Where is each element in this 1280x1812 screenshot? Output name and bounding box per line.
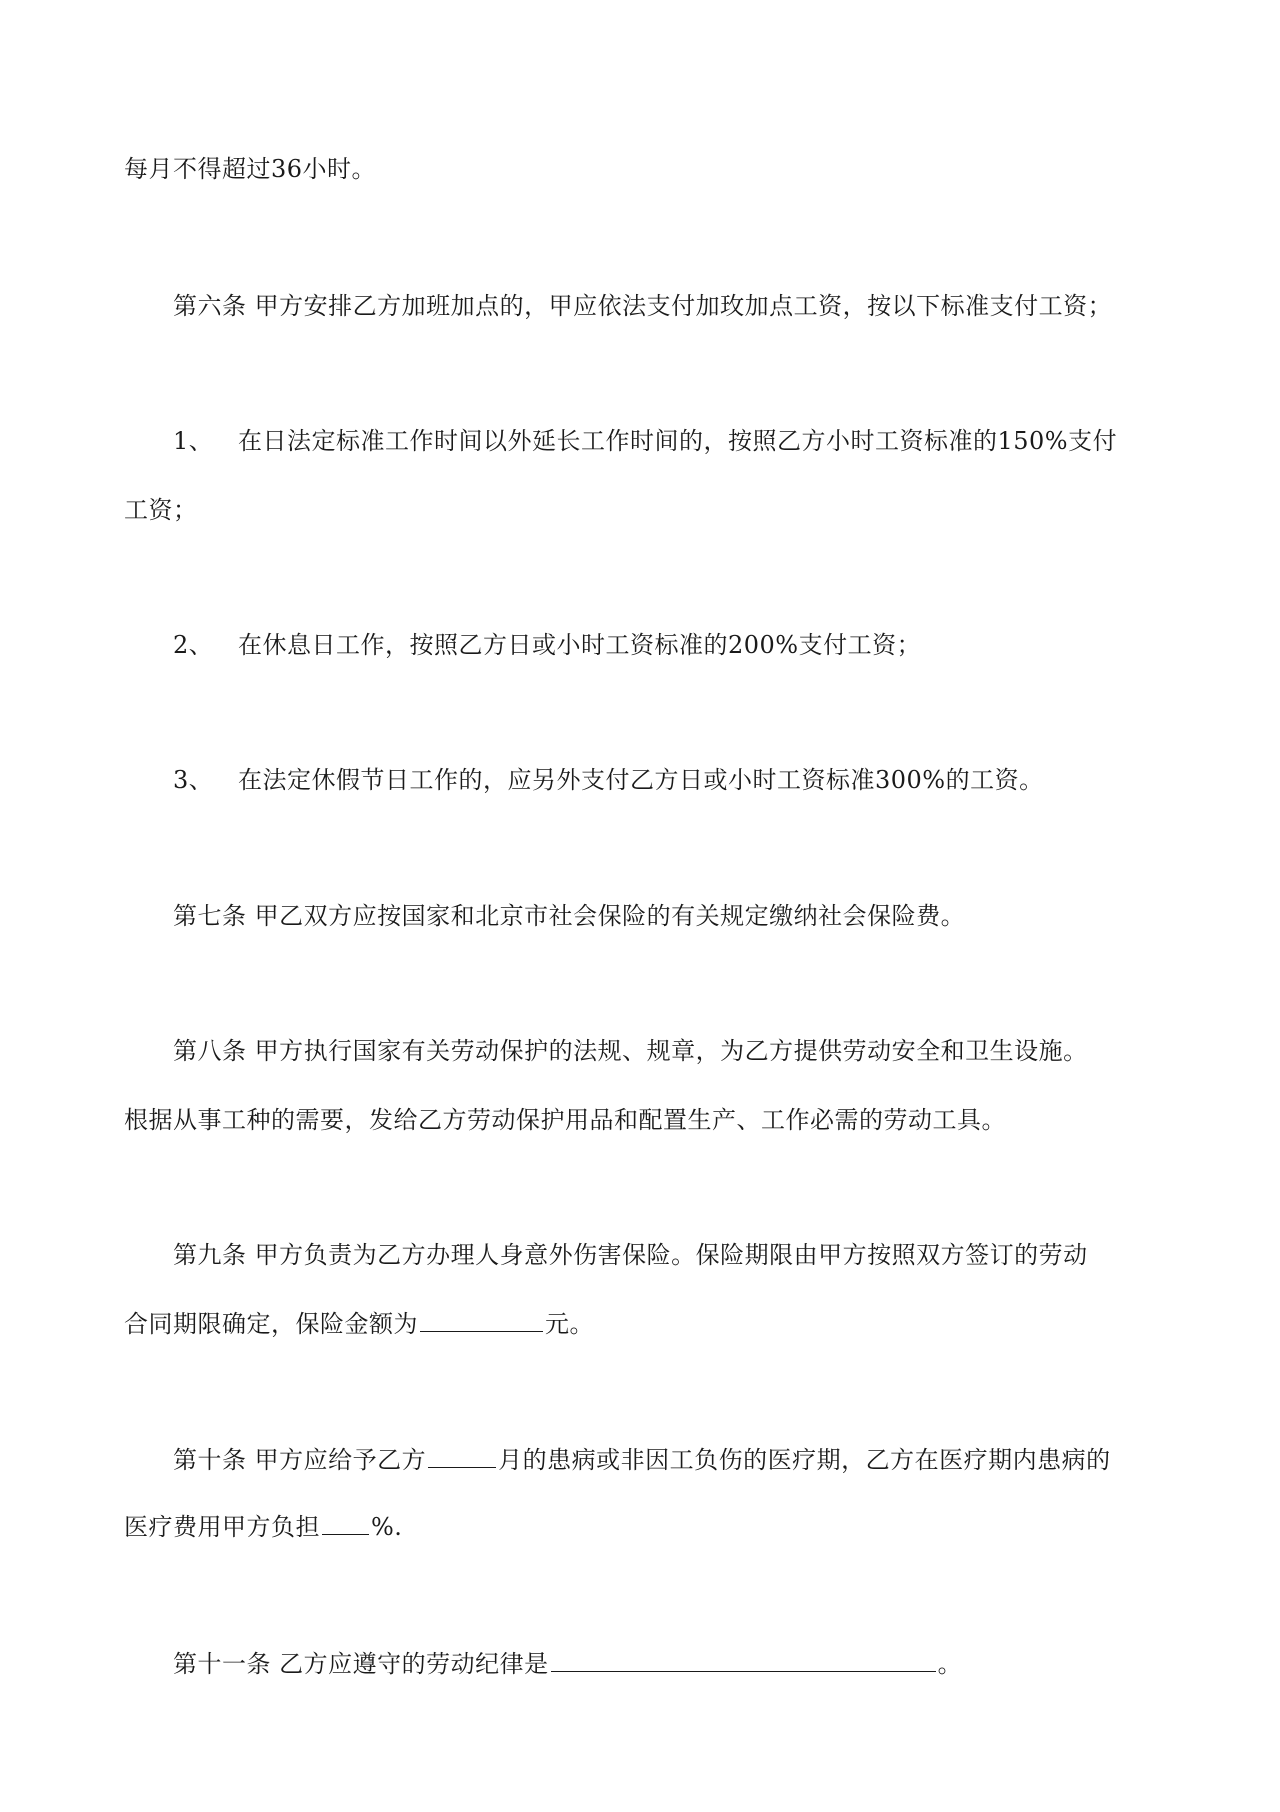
text-segment: %. [371, 1513, 403, 1541]
text-segment: 医疗费用甲方负担 [124, 1513, 320, 1541]
text-segment: 。 [937, 1650, 963, 1678]
item-text: 在法定休假节日工作的，应另外支付乙方日或小时工资标准300%的工资。 [238, 766, 1044, 794]
item-text: 在休息日工作，按照乙方日或小时工资标准的200%支付工资； [238, 631, 922, 659]
article-9-continuation [124, 1307, 594, 1340]
article-8-line: 第八条 甲方执行国家有关劳动保护的法规、规章，为乙方提供劳动安全和卫生设施。 [173, 1037, 1088, 1065]
item-number: 2、 [173, 631, 214, 659]
text-segment: 第十条 甲方应给予乙方 [173, 1446, 427, 1474]
article-6-line: 第六条 甲方安排乙方加班加点的，甲应依法支付加玫加点工资，按以下标准支付工资； [173, 292, 1113, 320]
text-segment: 月的患病或非因工负伤的医疗期，乙方在医疗期内患病的 [498, 1446, 1111, 1474]
labor-discipline-blank[interactable] [551, 1647, 936, 1672]
item-number: 3、 [173, 766, 214, 794]
text-segment: 合同期限确定，保险金额为 [124, 1310, 418, 1338]
insurance-amount-blank[interactable] [420, 1307, 543, 1332]
article-8-continuation: 根据从事工种的需要，发给乙方劳动保护用品和配置生产、工作必需的劳动工具。 [124, 1106, 1006, 1134]
medical-cost-percent-blank[interactable] [322, 1510, 369, 1535]
item-1-line [173, 425, 1117, 457]
article-11-line [173, 1647, 962, 1680]
article-10-line [173, 1443, 1111, 1476]
paragraph-line: 每月不得超过36小时。 [124, 155, 377, 183]
article-7-line: 第七条 甲乙双方应按国家和北京市社会保险的有关规定缴纳社会保险费。 [173, 902, 966, 930]
item-text: 在日法定标准工作时间以外延长工作时间的，按照乙方小时工资标准的150%支付 [238, 427, 1118, 455]
article-9-line: 第九条 甲方负责为乙方办理人身意外伤害保险。保险期限由甲方按照双方签订的劳动 [173, 1241, 1088, 1269]
item-1-continuation: 工资； [124, 496, 198, 524]
medical-period-blank[interactable] [428, 1443, 496, 1468]
article-10-continuation [124, 1510, 402, 1543]
item-number: 1、 [173, 427, 214, 455]
text-segment: 元。 [545, 1310, 594, 1338]
item-2-line [173, 629, 921, 661]
item-3-line [173, 764, 1044, 796]
text-segment: 第十一条 乙方应遵守的劳动纪律是 [173, 1650, 549, 1678]
